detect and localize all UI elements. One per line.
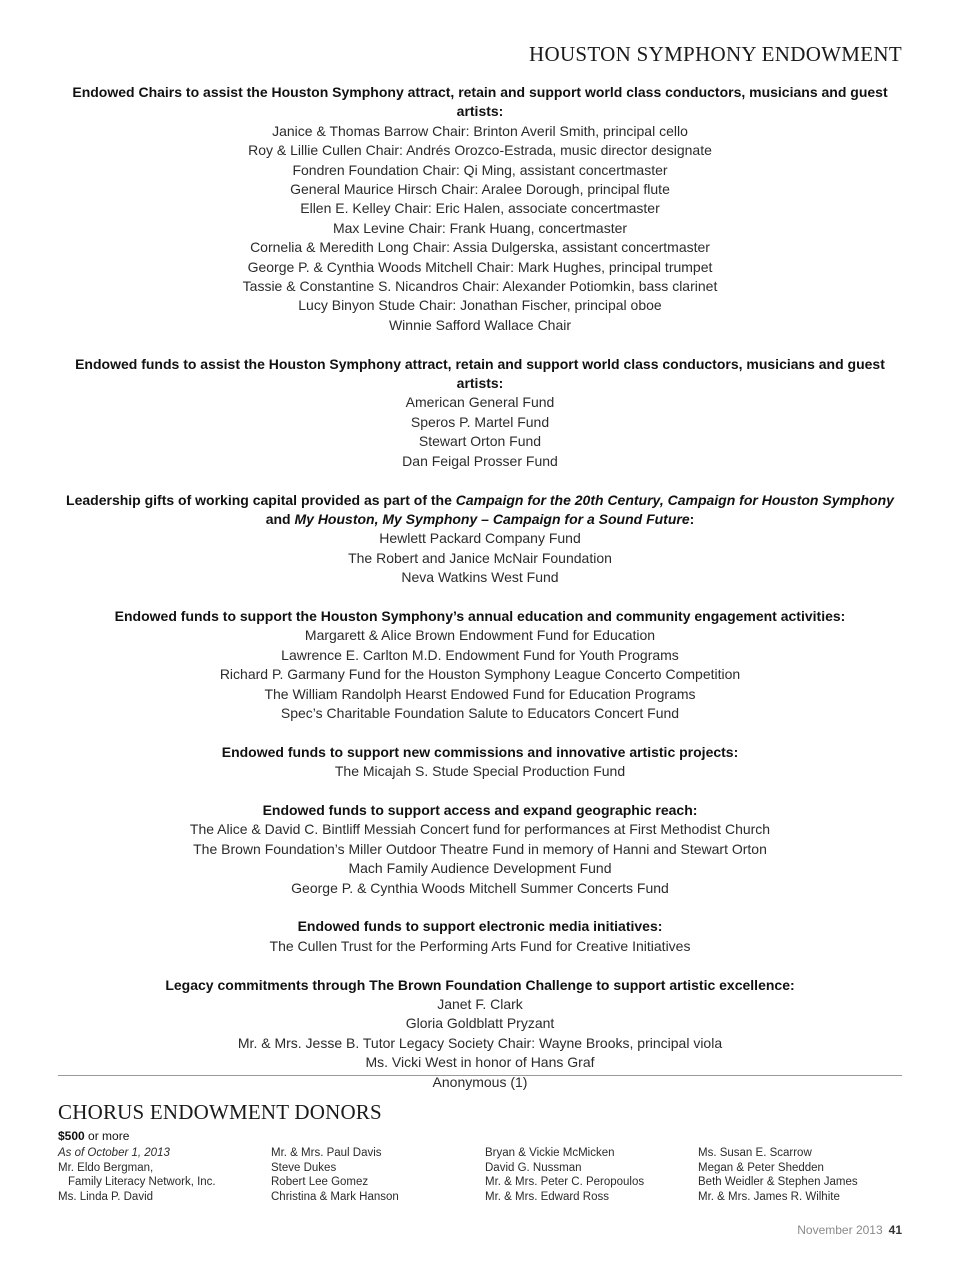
- campaign-name: My Houston, My Symphony – Campaign for a Sound Future: [294, 510, 690, 527]
- endowment-entry: George P. & Cynthia Woods Mitchell Chair: Mark Hughes, principal trumpet: [247, 258, 713, 275]
- endowment-entry: The Robert and Janice McNair Foundation: [348, 549, 612, 566]
- donor-name: Family Literacy Network, Inc.: [68, 1176, 216, 1189]
- endowment-entry: The Brown Foundation’s Miller Outdoor Theatre Fund in memory of Hanni and Stewart Orton: [193, 840, 767, 857]
- donor-name: Mr. & Mrs. Paul Davis: [271, 1147, 382, 1159]
- heading-text: Legacy commitments through The Brown Foundation Challenge to support artistic excellence:: [165, 976, 795, 993]
- group-heading: [58, 976, 902, 995]
- heading-text: Endowed funds to assist the Houston Symphony attract, retain and support world class conductors, musicians and guest artists:: [75, 355, 885, 392]
- donor-column: [271, 1146, 476, 1204]
- page-header-title: HOUSTON SYMPHONY ENDOWMENT: [529, 42, 902, 66]
- endowment-group: [58, 607, 902, 723]
- endowment-entry: Mach Family Audience Development Fund: [348, 860, 612, 877]
- donor-name: Steve Dukes: [271, 1161, 337, 1174]
- donor-name: Mr. Eldo Bergman,: [58, 1161, 154, 1174]
- endowment-group: [58, 743, 902, 782]
- page-footer: [797, 1223, 902, 1237]
- endowment-entry: American General Fund: [405, 394, 555, 411]
- donor-column: [485, 1146, 690, 1204]
- endowment-entry: Lawrence E. Carlton M.D. Endowment Fund for Youth Programs: [281, 646, 679, 663]
- endowment-list: [58, 83, 902, 1092]
- endowment-entry: Janet F. Clark: [437, 995, 523, 1012]
- heading-text: Endowed Chairs to assist the Houston Symphony attract, retain and support world class conductors, musicians and guest artists:: [72, 84, 888, 120]
- endowment-entry: The Cullen Trust for the Performing Arts Fund for Creative Initiatives: [269, 937, 691, 954]
- donor-name: Megan & Peter Shedden: [698, 1161, 824, 1174]
- donor-level-amount: $500: [58, 1129, 85, 1143]
- endowment-entry: George P. & Cynthia Woods Mitchell Summer Concerts Fund: [291, 879, 669, 896]
- donor-name: Mr. & Mrs. Peter C. Peropoulos: [485, 1176, 645, 1189]
- donor-name: Christina & Mark Hanson: [271, 1190, 399, 1203]
- group-heading: [58, 917, 902, 936]
- endowment-entry: Ellen E. Kelley Chair: Eric Halen, associate concertmaster: [300, 200, 660, 217]
- endowment-entry: Ms. Vicki West in honor of Hans Graf: [365, 1054, 595, 1071]
- endowment-entry: Cornelia & Meredith Long Chair: Assia Dulgerska, assistant concertmaster: [250, 239, 710, 256]
- endowment-entry: Fondren Foundation Chair: Qi Ming, assistant concertmaster: [292, 161, 668, 178]
- heading-text: and: [265, 510, 295, 527]
- donor-name: Mr. & Mrs. James R. Wilhite: [698, 1190, 840, 1203]
- heading-text: Endowed funds to support new commissions and innovative artistic projects:: [221, 743, 739, 760]
- group-heading: [58, 607, 902, 626]
- footer-issue: November 2013: [797, 1223, 883, 1237]
- donor-name: Ms. Linda P. David: [58, 1190, 154, 1203]
- endowment-entry: Max Levine Chair: Frank Huang, concertmaster: [332, 219, 628, 236]
- endowment-entry: Neva Watkins West Fund: [401, 569, 559, 586]
- donor-column: [698, 1146, 903, 1204]
- endowment-group: [58, 801, 902, 898]
- donor-name: Ms. Susan E. Scarrow: [698, 1147, 812, 1159]
- heading-text: Leadership gifts of working capital provided as part of the: [66, 491, 456, 508]
- donor-name: Bryan & Vickie McMicken: [485, 1147, 615, 1159]
- endowment-entry: Gloria Goldblatt Pryzant: [405, 1015, 555, 1032]
- endowment-entry: Speros P. Martel Fund: [410, 413, 550, 430]
- endowment-entry: General Maurice Hirsch Chair: Aralee Dorough, principal flute: [290, 181, 670, 198]
- endowment-entry: Anonymous (1): [432, 1073, 528, 1090]
- endowment-entry: Tassie & Constantine S. Nicandros Chair: Alexander Potiomkin, bass clarinet: [242, 278, 718, 295]
- heading-text: Endowed funds to support access and expand geographic reach:: [262, 801, 698, 818]
- heading-text: Endowed funds to support the Houston Symphony’s annual education and community engagement activities:: [114, 607, 846, 624]
- endowment-entry: Stewart Orton Fund: [418, 433, 542, 450]
- section-divider: [58, 1075, 902, 1076]
- endowment-entry: Mr. & Mrs. Jesse B. Tutor Legacy Society Chair: Wayne Brooks, principal viola: [237, 1034, 723, 1051]
- endowment-entry: Lucy Binyon Stude Chair: Jonathan Fischer, principal oboe: [298, 297, 662, 314]
- donor-name: Mr. & Mrs. Edward Ross: [485, 1190, 609, 1203]
- endowment-entry: Margarett & Alice Brown Endowment Fund for Education: [304, 627, 656, 644]
- endowment-entry: Spec’s Charitable Foundation Salute to Educators Concert Fund: [280, 704, 680, 721]
- donor-level-note: or more: [84, 1129, 130, 1143]
- group-heading: [58, 491, 902, 530]
- group-heading: [58, 801, 902, 820]
- donor-level: [58, 1129, 129, 1143]
- donor-name: Beth Weidler & Stephen James: [698, 1176, 858, 1189]
- as-of-date: As of October 1, 2013: [58, 1147, 170, 1159]
- page-number: 41: [888, 1223, 902, 1237]
- chorus-section-title: CHORUS ENDOWMENT DONORS: [58, 1100, 382, 1124]
- endowment-group: [58, 83, 902, 335]
- endowment-entry: Hewlett Packard Company Fund: [379, 530, 581, 547]
- campaign-name: Campaign for the 20th Century, Campaign for Houston Symphony: [455, 491, 894, 508]
- heading-text: :: [689, 510, 695, 527]
- endowment-entry: Janice & Thomas Barrow Chair: Brinton Averil Smith, principal cello: [272, 122, 688, 139]
- endowment-entry: Roy & Lillie Cullen Chair: Andrés Orozco-Estrada, music director designate: [248, 142, 712, 159]
- endowment-entry: Richard P. Garmany Fund for the Houston Symphony League Concerto Competition: [219, 666, 741, 683]
- group-heading: [58, 83, 902, 122]
- donor-name: Robert Lee Gomez: [271, 1176, 369, 1189]
- endowment-entry: Dan Feigal Prosser Fund: [402, 452, 558, 469]
- donor-column: [58, 1146, 263, 1204]
- endowment-entry: The Alice & David C. Bintliff Messiah Concert fund for performances at First Methodist Church: [189, 821, 771, 838]
- endowment-entry: The William Randolph Hearst Endowed Fund for Education Programs: [264, 685, 696, 702]
- donor-name: David G. Nussman: [485, 1161, 582, 1174]
- endowment-group: [58, 491, 902, 588]
- endowment-group: [58, 917, 902, 956]
- endowment-group: [58, 355, 902, 471]
- endowment-entry: Winnie Safford Wallace Chair: [388, 316, 572, 333]
- heading-text: Endowed funds to support electronic media initiatives:: [297, 918, 663, 935]
- endowment-entry: The Micajah S. Stude Special Production Fund: [334, 763, 626, 780]
- group-heading: [58, 743, 902, 762]
- group-heading: [58, 355, 902, 394]
